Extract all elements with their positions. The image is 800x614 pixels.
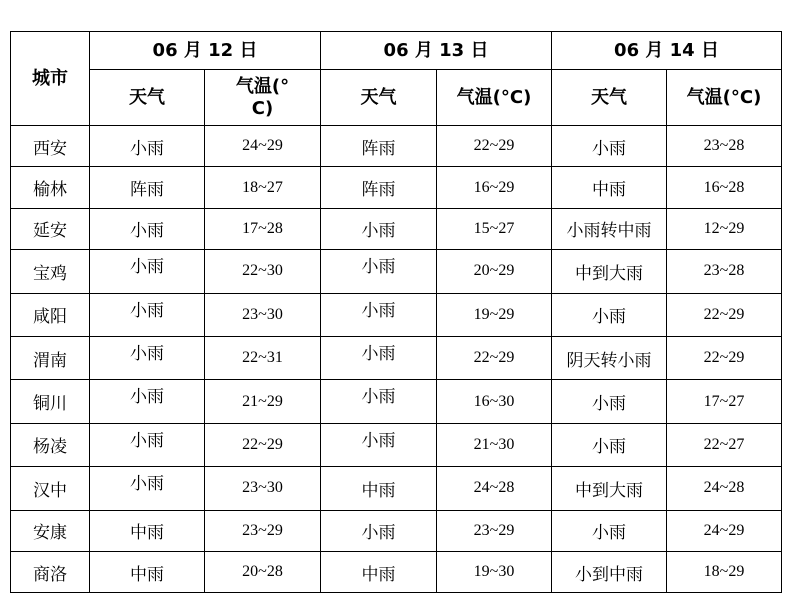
temp-cell-day3: 17~27 — [667, 380, 782, 423]
weather-cell-day2: 中雨 — [321, 551, 437, 592]
temp-cell-day2: 24~28 — [437, 467, 552, 510]
temp-cell-day2: 21~30 — [437, 423, 552, 466]
temp-cell-day1: 23~30 — [205, 467, 321, 510]
weather-cell-day2: 小雨 — [321, 293, 437, 336]
weather-cell-day1: 小雨 — [90, 126, 205, 167]
sub-header-row — [11, 70, 782, 126]
weather-cell-day3: 小雨转中雨 — [552, 208, 667, 249]
city-column-header: 城市 — [11, 32, 90, 126]
table-row — [11, 336, 782, 379]
temp-cell-day1: 22~29 — [205, 423, 321, 466]
weather-cell-day2: 小雨 — [321, 250, 437, 293]
date-header-day2: 06 月 13 日 — [321, 32, 552, 70]
temp-cell-day1: 23~30 — [205, 293, 321, 336]
weather-header-day2: 天气 — [321, 70, 437, 126]
temp-cell-day2: 23~29 — [437, 510, 552, 551]
temp-header-day1-label: 气温(°C) — [235, 75, 290, 119]
weather-cell-day2: 阵雨 — [321, 126, 437, 167]
city-cell: 西安 — [11, 126, 90, 167]
temp-cell-day3: 24~29 — [667, 510, 782, 551]
table-row — [11, 510, 782, 551]
weather-cell-day3: 小雨 — [552, 423, 667, 466]
weather-header-day1: 天气 — [90, 70, 205, 126]
temp-cell-day2: 19~30 — [437, 551, 552, 592]
temp-cell-day1: 20~28 — [205, 551, 321, 592]
table-row — [11, 167, 782, 208]
temp-cell-day3: 22~29 — [667, 336, 782, 379]
temp-cell-day1: 17~28 — [205, 208, 321, 249]
city-cell: 宝鸡 — [11, 250, 90, 293]
temp-cell-day3: 12~29 — [667, 208, 782, 249]
weather-cell-day3: 小到中雨 — [552, 551, 667, 592]
city-cell: 铜川 — [11, 380, 90, 423]
weather-cell-day1: 小雨 — [90, 380, 205, 423]
weather-cell-day1: 小雨 — [90, 336, 205, 379]
date-header-day3: 06 月 14 日 — [552, 32, 782, 70]
temp-cell-day3: 23~28 — [667, 250, 782, 293]
weather-cell-day1: 小雨 — [90, 293, 205, 336]
city-cell: 汉中 — [11, 467, 90, 510]
table-row — [11, 126, 782, 167]
table-header — [11, 32, 782, 126]
weather-cell-day3: 小雨 — [552, 126, 667, 167]
table-row — [11, 250, 782, 293]
date-header-day1: 06 月 12 日 — [90, 32, 321, 70]
weather-cell-day2: 小雨 — [321, 336, 437, 379]
weather-cell-day1: 小雨 — [90, 208, 205, 249]
table-row — [11, 467, 782, 510]
table-row — [11, 208, 782, 249]
weather-cell-day3: 小雨 — [552, 293, 667, 336]
weather-cell-day3: 小雨 — [552, 380, 667, 423]
city-cell: 咸阳 — [11, 293, 90, 336]
temp-cell-day2: 16~30 — [437, 380, 552, 423]
temp-cell-day2: 22~29 — [437, 126, 552, 167]
weather-cell-day1: 阵雨 — [90, 167, 205, 208]
temp-header-day2: 气温(°C) — [437, 70, 552, 126]
table-row — [11, 551, 782, 592]
temp-cell-day1: 23~29 — [205, 510, 321, 551]
weather-cell-day3: 阴天转小雨 — [552, 336, 667, 379]
temp-cell-day1: 22~30 — [205, 250, 321, 293]
temp-cell-day1: 24~29 — [205, 126, 321, 167]
temp-cell-day3: 22~27 — [667, 423, 782, 466]
weather-cell-day1: 小雨 — [90, 423, 205, 466]
city-cell: 延安 — [11, 208, 90, 249]
city-cell: 榆林 — [11, 167, 90, 208]
temp-cell-day2: 19~29 — [437, 293, 552, 336]
city-cell: 安康 — [11, 510, 90, 551]
table-row — [11, 423, 782, 466]
temp-cell-day2: 20~29 — [437, 250, 552, 293]
weather-cell-day2: 小雨 — [321, 208, 437, 249]
city-cell: 渭南 — [11, 336, 90, 379]
temp-header-day3: 气温(°C) — [667, 70, 782, 126]
city-cell: 商洛 — [11, 551, 90, 592]
forecast-table — [10, 31, 782, 593]
temp-cell-day1: 18~27 — [205, 167, 321, 208]
weather-cell-day3: 小雨 — [552, 510, 667, 551]
temp-cell-day1: 21~29 — [205, 380, 321, 423]
weather-cell-day2: 中雨 — [321, 467, 437, 510]
weather-cell-day3: 中到大雨 — [552, 250, 667, 293]
city-cell: 杨凌 — [11, 423, 90, 466]
temp-cell-day3: 18~29 — [667, 551, 782, 592]
weather-cell-day2: 小雨 — [321, 380, 437, 423]
weather-cell-day1: 中雨 — [90, 510, 205, 551]
date-header-row — [11, 32, 782, 70]
temp-cell-day2: 16~29 — [437, 167, 552, 208]
temp-header-day1 — [205, 70, 321, 126]
weather-cell-day2: 小雨 — [321, 423, 437, 466]
table-row — [11, 293, 782, 336]
temp-cell-day3: 22~29 — [667, 293, 782, 336]
temp-cell-day3: 23~28 — [667, 126, 782, 167]
weather-cell-day2: 小雨 — [321, 510, 437, 551]
weather-header-day3: 天气 — [552, 70, 667, 126]
temp-cell-day3: 16~28 — [667, 167, 782, 208]
table-row — [11, 380, 782, 423]
temp-cell-day2: 15~27 — [437, 208, 552, 249]
temp-cell-day3: 24~28 — [667, 467, 782, 510]
weather-cell-day1: 小雨 — [90, 250, 205, 293]
weather-cell-day3: 中到大雨 — [552, 467, 667, 510]
weather-cell-day3: 中雨 — [552, 167, 667, 208]
temp-cell-day2: 22~29 — [437, 336, 552, 379]
weather-cell-day1: 中雨 — [90, 551, 205, 592]
temp-cell-day1: 22~31 — [205, 336, 321, 379]
weather-cell-day2: 阵雨 — [321, 167, 437, 208]
table-body — [11, 126, 782, 593]
weather-cell-day1: 小雨 — [90, 467, 205, 510]
